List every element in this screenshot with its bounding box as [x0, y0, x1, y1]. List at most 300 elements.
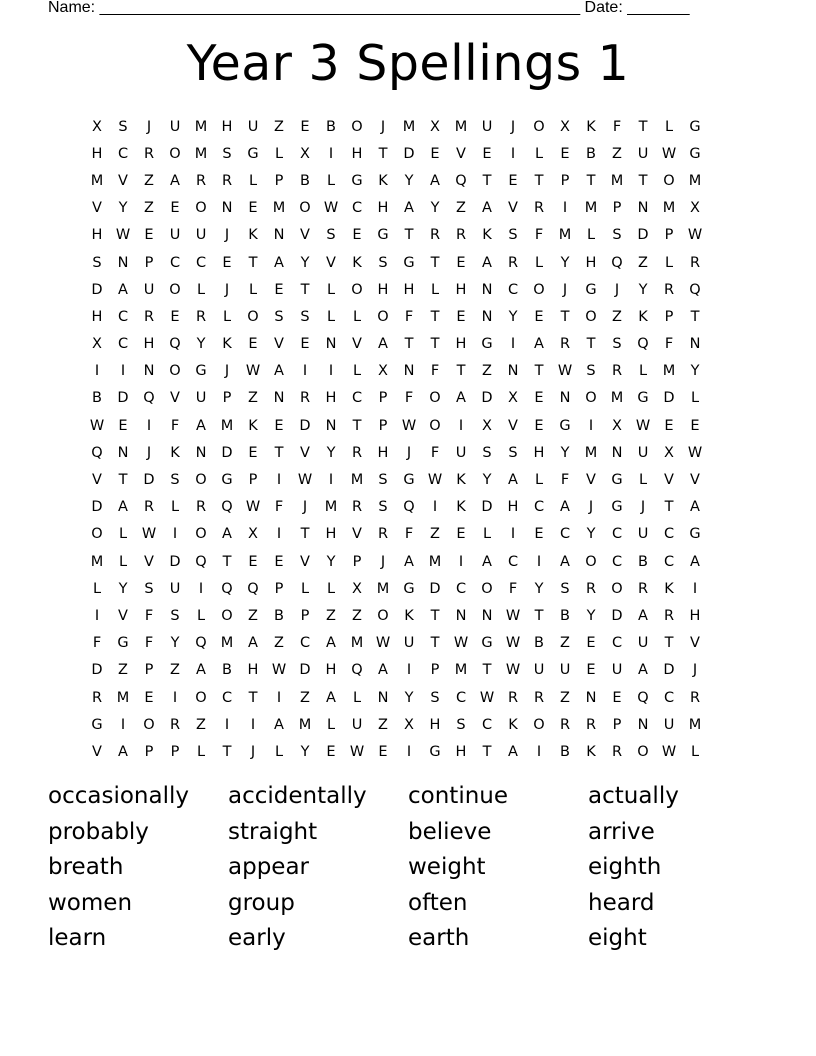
grid-letter: F: [612, 118, 622, 135]
grid-letter: E: [274, 281, 284, 298]
grid-letter: A: [482, 553, 492, 570]
grid-letter: D: [91, 499, 103, 516]
grid-letter: R: [169, 716, 181, 733]
grid-letter: U: [455, 444, 467, 461]
grid-letter: Z: [196, 716, 206, 733]
grid-letter: L: [92, 580, 102, 597]
grid-letter: I: [406, 743, 412, 760]
grid-letter: V: [326, 254, 336, 271]
grid-letter: T: [638, 172, 648, 189]
grid-letter: U: [351, 716, 363, 733]
grid-letter: M: [662, 200, 676, 217]
grid-letter: A: [222, 526, 232, 543]
grid-letter: L: [352, 689, 362, 706]
grid-letter: P: [612, 716, 622, 733]
grid-letter: U: [637, 526, 649, 543]
grid-letter: B: [222, 662, 232, 679]
grid-letter: I: [562, 200, 568, 217]
grid-letter: I: [692, 580, 698, 597]
grid-letter: H: [247, 662, 259, 679]
grid-letter: S: [378, 499, 388, 516]
grid-letter: O: [351, 281, 363, 298]
grid-letter: M: [272, 200, 286, 217]
grid-letter: H: [221, 118, 233, 135]
grid-letter: D: [663, 390, 675, 407]
grid-letter: H: [507, 499, 519, 516]
word-list-item: occasionally: [48, 783, 189, 809]
grid-row: [84, 548, 734, 575]
grid-letter: U: [481, 118, 493, 135]
grid-letter: N: [221, 200, 233, 217]
grid-letter: R: [455, 227, 467, 244]
grid-row: [84, 358, 734, 385]
grid-letter: A: [560, 499, 570, 516]
grid-letter: P: [170, 743, 180, 760]
grid-letter: J: [224, 363, 230, 380]
grid-letter: O: [195, 689, 207, 706]
grid-letter: C: [507, 553, 519, 570]
grid-letter: R: [143, 308, 155, 325]
grid-letter: S: [612, 227, 622, 244]
grid-letter: S: [378, 254, 388, 271]
grid-letter: A: [378, 662, 388, 679]
grid-letter: Y: [326, 444, 336, 461]
grid-row: [84, 711, 734, 738]
grid-letter: N: [637, 200, 649, 217]
word-list-item: eight: [588, 925, 647, 951]
grid-letter: X: [92, 336, 102, 353]
grid-letter: U: [637, 444, 649, 461]
grid-letter: K: [586, 118, 596, 135]
grid-letter: W: [687, 227, 703, 244]
grid-letter: A: [378, 336, 388, 353]
grid-letter: N: [455, 607, 467, 624]
grid-letter: I: [458, 417, 464, 434]
grid-letter: F: [430, 363, 440, 380]
grid-letter: J: [562, 281, 568, 298]
grid-letter: R: [663, 281, 675, 298]
grid-letter: U: [195, 390, 207, 407]
grid-letter: L: [196, 607, 206, 624]
grid-letter: T: [534, 172, 544, 189]
grid-letter: Q: [637, 336, 649, 353]
grid-letter: P: [144, 254, 154, 271]
grid-letter: I: [302, 363, 308, 380]
grid-row: [84, 521, 734, 548]
grid-letter: Z: [326, 607, 336, 624]
grid-letter: W: [245, 499, 261, 516]
grid-letter: Q: [169, 336, 181, 353]
grid-letter: Q: [221, 499, 233, 516]
grid-letter: F: [170, 417, 180, 434]
grid-letter: T: [690, 308, 700, 325]
grid-letter: Q: [195, 553, 207, 570]
grid-letter: E: [534, 526, 544, 543]
grid-letter: B: [274, 607, 284, 624]
grid-letter: X: [378, 363, 388, 380]
grid-letter: F: [404, 390, 414, 407]
grid-letter: W: [453, 635, 469, 652]
grid-letter: E: [586, 662, 596, 679]
grid-letter: P: [222, 390, 232, 407]
grid-letter: Q: [637, 689, 649, 706]
grid-letter: M: [90, 553, 104, 570]
grid-letter: L: [300, 580, 310, 597]
grid-letter: Y: [690, 363, 700, 380]
grid-letter: E: [456, 308, 466, 325]
grid-letter: S: [326, 227, 336, 244]
grid-letter: O: [533, 118, 545, 135]
grid-letter: O: [533, 281, 545, 298]
grid-letter: C: [351, 390, 363, 407]
grid-letter: I: [510, 336, 516, 353]
grid-letter: G: [351, 172, 363, 189]
grid-letter: Y: [534, 580, 544, 597]
grid-letter: V: [690, 472, 700, 489]
grid-letter: N: [325, 336, 337, 353]
grid-letter: G: [481, 336, 493, 353]
grid-letter: G: [403, 472, 415, 489]
grid-letter: O: [533, 716, 545, 733]
grid-letter: Z: [144, 172, 154, 189]
grid-letter: V: [274, 336, 284, 353]
grid-letter: O: [585, 308, 597, 325]
grid-letter: H: [455, 336, 467, 353]
grid-letter: V: [352, 526, 362, 543]
grid-letter: H: [429, 716, 441, 733]
grid-letter: I: [224, 716, 230, 733]
grid-letter: A: [118, 499, 128, 516]
grid-letter: Y: [482, 472, 492, 489]
grid-letter: T: [664, 635, 674, 652]
grid-letter: W: [323, 200, 339, 217]
grid-letter: E: [352, 227, 362, 244]
grid-letter: P: [664, 227, 674, 244]
grid-letter: P: [144, 743, 154, 760]
grid-letter: M: [610, 172, 624, 189]
grid-letter: W: [297, 472, 313, 489]
grid-letter: I: [146, 417, 152, 434]
grid-letter: O: [143, 716, 155, 733]
grid-letter: Y: [638, 281, 648, 298]
grid-letter: L: [638, 363, 648, 380]
grid-letter: A: [690, 499, 700, 516]
grid-letter: C: [611, 526, 623, 543]
grid-letter: L: [586, 227, 596, 244]
grid-letter: C: [507, 281, 519, 298]
grid-row: [84, 630, 734, 657]
grid-letter: O: [611, 580, 623, 597]
grid-letter: P: [560, 172, 570, 189]
word-list: [48, 780, 768, 958]
grid-letter: I: [94, 363, 100, 380]
grid-row: [84, 249, 734, 276]
grid-letter: K: [638, 308, 648, 325]
grid-letter: P: [248, 472, 258, 489]
grid-letter: L: [222, 308, 232, 325]
grid-letter: A: [274, 363, 284, 380]
grid-letter: W: [505, 607, 521, 624]
grid-letter: F: [404, 308, 414, 325]
grid-letter: I: [198, 580, 204, 597]
grid-letter: X: [248, 526, 258, 543]
grid-letter: G: [559, 417, 571, 434]
grid-letter: I: [328, 472, 334, 489]
grid-letter: F: [664, 336, 674, 353]
grid-letter: B: [586, 145, 596, 162]
grid-letter: R: [663, 607, 675, 624]
grid-letter: H: [91, 227, 103, 244]
grid-letter: Q: [689, 281, 701, 298]
grid-letter: X: [508, 390, 518, 407]
grid-letter: V: [664, 472, 674, 489]
grid-letter: K: [508, 716, 518, 733]
grid-letter: L: [482, 526, 492, 543]
grid-letter: E: [144, 689, 154, 706]
grid-letter: C: [559, 526, 571, 543]
grid-letter: R: [611, 363, 623, 380]
grid-letter: M: [402, 118, 416, 135]
grid-letter: H: [325, 390, 337, 407]
grid-letter: Z: [560, 635, 570, 652]
grid-letter: E: [378, 743, 388, 760]
grid-letter: O: [221, 607, 233, 624]
grid-letter: Z: [482, 363, 492, 380]
grid-letter: H: [351, 145, 363, 162]
grid-letter: G: [195, 363, 207, 380]
grid-letter: A: [196, 417, 206, 434]
word-list-item: weight: [408, 854, 486, 880]
grid-letter: M: [90, 172, 104, 189]
grid-letter: N: [507, 363, 519, 380]
grid-letter: M: [454, 118, 468, 135]
grid-letter: F: [430, 444, 440, 461]
grid-letter: P: [274, 580, 284, 597]
grid-letter: J: [510, 118, 516, 135]
grid-letter: E: [144, 227, 154, 244]
grid-letter: X: [352, 580, 362, 597]
grid-letter: E: [534, 308, 544, 325]
grid-letter: N: [117, 254, 129, 271]
grid-letter: M: [324, 499, 338, 516]
grid-letter: I: [276, 689, 282, 706]
grid-letter: Z: [274, 118, 284, 135]
word-list-item: early: [228, 925, 286, 951]
grid-letter: D: [481, 390, 493, 407]
grid-letter: A: [404, 200, 414, 217]
grid-letter: K: [404, 607, 414, 624]
grid-letter: L: [326, 308, 336, 325]
grid-letter: R: [143, 145, 155, 162]
grid-letter: E: [612, 689, 622, 706]
grid-row: [84, 466, 734, 493]
grid-letter: X: [612, 417, 622, 434]
grid-letter: Y: [170, 635, 180, 652]
grid-letter: G: [403, 580, 415, 597]
grid-letter: E: [534, 390, 544, 407]
grid-letter: A: [690, 553, 700, 570]
grid-letter: I: [120, 363, 126, 380]
grid-letter: M: [194, 118, 208, 135]
grid-letter: M: [220, 635, 234, 652]
grid-letter: D: [403, 145, 415, 162]
word-list-item: continue: [408, 783, 509, 809]
grid-letter: R: [195, 308, 207, 325]
grid-letter: N: [403, 363, 415, 380]
grid-letter: R: [533, 689, 545, 706]
grid-letter: Z: [560, 689, 570, 706]
grid-letter: K: [352, 254, 362, 271]
word-list-item: learn: [48, 925, 107, 951]
grid-letter: N: [325, 417, 337, 434]
grid-letter: P: [378, 390, 388, 407]
grid-letter: I: [536, 743, 542, 760]
grid-letter: B: [560, 607, 570, 624]
grid-letter: K: [586, 743, 596, 760]
grid-letter: J: [224, 227, 230, 244]
grid-letter: O: [585, 390, 597, 407]
grid-letter: V: [586, 472, 596, 489]
grid-letter: V: [508, 417, 518, 434]
word-list-item: often: [408, 889, 468, 916]
grid-letter: I: [94, 607, 100, 624]
grid-letter: N: [377, 689, 389, 706]
grid-letter: R: [689, 689, 701, 706]
grid-letter: E: [248, 553, 258, 570]
grid-letter: R: [195, 172, 207, 189]
grid-letter: C: [455, 580, 467, 597]
grid-letter: O: [481, 580, 493, 597]
grid-letter: H: [91, 145, 103, 162]
grid-letter: V: [456, 145, 466, 162]
grid-letter: T: [430, 308, 440, 325]
grid-letter: G: [689, 145, 701, 162]
grid-letter: T: [222, 743, 232, 760]
grid-letter: X: [664, 444, 674, 461]
grid-letter: R: [585, 580, 597, 597]
grid-letter: H: [455, 281, 467, 298]
grid-letter: L: [326, 716, 336, 733]
grid-letter: Y: [196, 336, 206, 353]
grid-row: [84, 195, 734, 222]
grid-letter: M: [220, 417, 234, 434]
grid-letter: Y: [326, 553, 336, 570]
grid-letter: Y: [586, 526, 596, 543]
grid-letter: D: [481, 499, 493, 516]
grid-letter: E: [482, 145, 492, 162]
grid-letter: M: [558, 227, 572, 244]
grid-letter: Q: [143, 390, 155, 407]
grid-letter: K: [222, 336, 232, 353]
grid-letter: D: [299, 417, 311, 434]
grid-letter: E: [456, 526, 466, 543]
grid-letter: X: [92, 118, 102, 135]
grid-letter: A: [482, 254, 492, 271]
grid-letter: I: [328, 363, 334, 380]
grid-letter: M: [428, 553, 442, 570]
grid-letter: Z: [248, 607, 258, 624]
grid-letter: M: [350, 472, 364, 489]
grid-letter: E: [560, 145, 570, 162]
grid-letter: H: [325, 662, 337, 679]
grid-letter: L: [274, 743, 284, 760]
grid-letter: J: [640, 499, 646, 516]
grid-letter: T: [586, 336, 596, 353]
grid-letter: T: [534, 363, 544, 380]
grid-letter: G: [481, 635, 493, 652]
grid-letter: E: [586, 635, 596, 652]
grid-letter: L: [196, 281, 206, 298]
grid-letter: X: [300, 145, 310, 162]
grid-letter: G: [247, 145, 259, 162]
grid-letter: A: [274, 254, 284, 271]
grid-letter: T: [586, 172, 596, 189]
grid-letter: C: [351, 200, 363, 217]
grid-row: [84, 222, 734, 249]
grid-letter: N: [273, 227, 285, 244]
grid-letter: L: [664, 118, 674, 135]
grid-letter: F: [508, 580, 518, 597]
grid-letter: I: [120, 716, 126, 733]
grid-letter: W: [245, 363, 261, 380]
grid-letter: W: [115, 227, 131, 244]
grid-letter: G: [221, 472, 233, 489]
grid-letter: S: [586, 363, 596, 380]
grid-letter: H: [403, 281, 415, 298]
grid-letter: K: [248, 227, 258, 244]
grid-letter: I: [276, 472, 282, 489]
grid-letter: L: [326, 281, 336, 298]
grid-letter: E: [274, 553, 284, 570]
grid-letter: L: [326, 580, 336, 597]
grid-letter: E: [456, 254, 466, 271]
grid-row: [84, 276, 734, 303]
grid-letter: L: [534, 145, 544, 162]
grid-letter: S: [144, 580, 154, 597]
grid-letter: A: [456, 390, 466, 407]
grid-letter: N: [195, 444, 207, 461]
grid-letter: T: [534, 607, 544, 624]
grid-letter: W: [375, 635, 391, 652]
grid-letter: R: [611, 743, 623, 760]
grid-letter: G: [611, 499, 623, 516]
grid-letter: J: [302, 499, 308, 516]
grid-row: [84, 167, 734, 194]
grid-letter: R: [143, 499, 155, 516]
grid-letter: O: [299, 200, 311, 217]
grid-letter: G: [689, 526, 701, 543]
grid-letter: A: [482, 200, 492, 217]
grid-letter: T: [430, 254, 440, 271]
grid-letter: C: [455, 689, 467, 706]
grid-letter: K: [664, 580, 674, 597]
grid-letter: K: [170, 444, 180, 461]
grid-letter: A: [508, 472, 518, 489]
grid-letter: B: [300, 172, 310, 189]
grid-letter: G: [585, 281, 597, 298]
grid-letter: C: [221, 689, 233, 706]
grid-letter: W: [505, 662, 521, 679]
grid-letter: A: [638, 662, 648, 679]
grid-letter: L: [274, 145, 284, 162]
grid-letter: A: [404, 553, 414, 570]
grid-letter: F: [144, 635, 154, 652]
grid-letter: S: [92, 254, 102, 271]
grid-letter: C: [117, 145, 129, 162]
grid-letter: R: [559, 336, 571, 353]
grid-letter: V: [300, 227, 310, 244]
grid-letter: T: [560, 308, 570, 325]
